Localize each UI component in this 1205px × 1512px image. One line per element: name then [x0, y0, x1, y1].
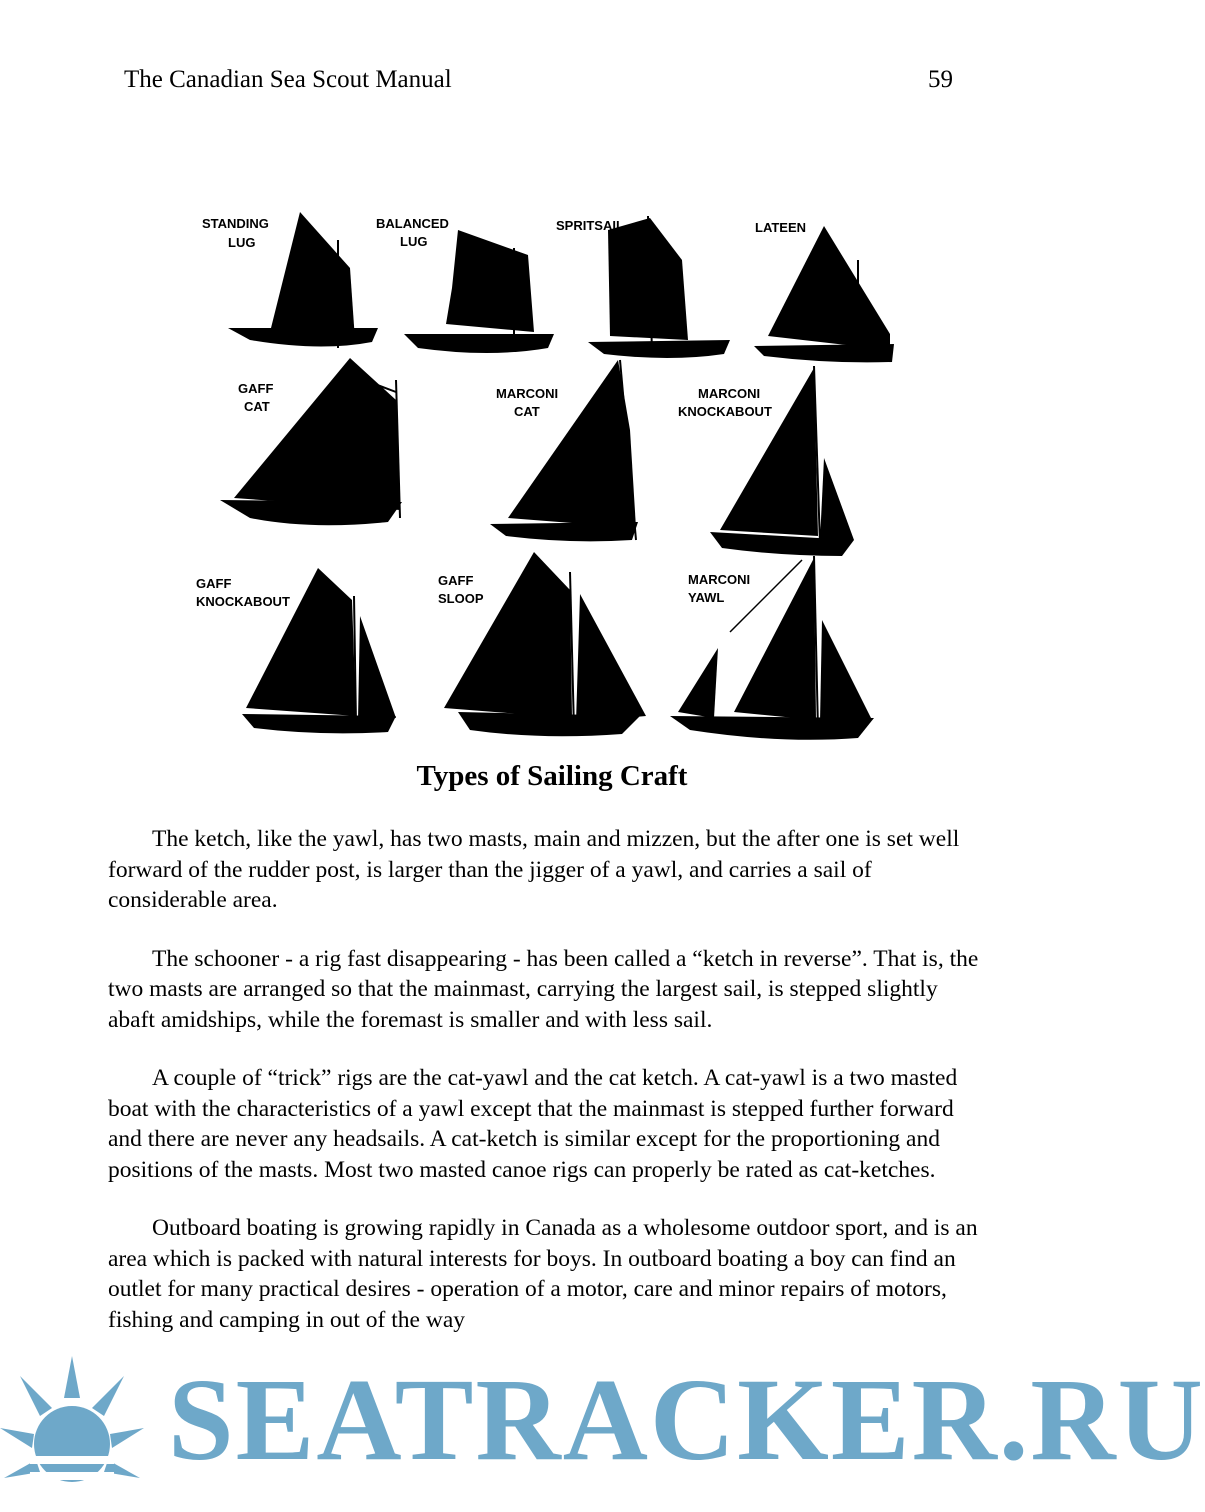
sail [446, 230, 534, 332]
hull [404, 334, 554, 353]
hull [670, 716, 874, 740]
boat-label-line: GAFF [438, 573, 474, 588]
sail [768, 226, 890, 350]
hull [458, 712, 640, 736]
hull [220, 500, 402, 525]
jib [358, 616, 396, 720]
boat-spritsail [556, 216, 730, 358]
boat-label-line: MARCONI [698, 386, 761, 401]
boat-label-line: YAWL [688, 590, 725, 605]
boat-label-line: STANDING [202, 216, 269, 231]
boat-label-line: LUG [400, 234, 428, 249]
hull [242, 714, 396, 733]
boat-label-line: KNOCKABOUT [196, 594, 290, 609]
boat-label-line: CAT [244, 399, 270, 414]
boat-label-line: BALANCED [376, 216, 449, 231]
boat-label-line: GAFF [238, 381, 274, 396]
running-head-title: The Canadian Sea Scout Manual [124, 66, 452, 93]
hull [754, 344, 894, 362]
mizzen-sail [678, 648, 718, 718]
boat-marconi-knockabout [678, 366, 854, 556]
paragraph-schooner: The schooner - a rig fast disappearing - has been called a “ketch in reverse”. That is, the two masts are arranged so that the mainmast, carrying the largest sail, is stepped slightly abaft amidships, while the foremast is smaller and with less sail. [108, 945, 979, 1033]
boat-label-line: MARCONI [496, 386, 559, 401]
paragraph-outboard: Outboard boating is growing rapidly in Canada as a wholesome outdoor sport, and is an area which is packed with natural interests for boys. In outboard boating a boy can find an outlet for many practical desires - operation of a motor, care and minor repairs of motors, fishing and camping in out of the way [108, 1215, 978, 1333]
boat-gaff-sloop [438, 552, 646, 736]
jib [576, 594, 646, 722]
sail [270, 212, 355, 340]
body-text [108, 824, 980, 1363]
jib [820, 620, 872, 722]
boat-label-line: CAT [514, 404, 540, 419]
watermark-text: SEATRACKER.RU [168, 1354, 1205, 1485]
hull [490, 522, 638, 541]
paragraph-ketch: The ketch, like the yawl, has two masts, main and mizzen, but the after one is set well forward of the rudder post, is larger than the jigger of a yawl, and carries a sail of considerable area. [108, 826, 960, 913]
hull [228, 328, 378, 347]
paragraph-trick-rigs: A couple of “trick” rigs are the cat-yawl and the cat ketch. A cat-yawl is a two masted boat with the characteristics of a yawl except that the mainmast is stepped further forward and there are never any headsails. A cat-ketch is similar except for the proportioning and positions of the masts. Most two masted canoe rigs can properly be rated as cat-ketches. [108, 1065, 958, 1183]
hull [588, 340, 730, 358]
boat-label-line: MARCONI [688, 572, 751, 587]
boat-label-line: LUG [228, 235, 256, 250]
boat-label-line: SPRITSAIL [556, 218, 624, 233]
boat-balanced-lug [376, 216, 554, 353]
sail [246, 568, 356, 716]
jib [820, 458, 854, 540]
sailing-craft-figure [190, 200, 910, 760]
boat-marconi-yawl [670, 556, 874, 740]
figure-caption: Types of Sailing Craft [416, 760, 688, 792]
boat-label-line: LATEEN [755, 220, 807, 235]
boat-marconi-cat [490, 360, 638, 541]
boat-label-line: SLOOP [438, 591, 484, 606]
boat-gaff-cat [220, 358, 402, 525]
boat-lateen [754, 220, 894, 362]
page-number: 59 [928, 66, 953, 93]
boat-standing-lug [202, 212, 378, 348]
boat-gaff-knockabout [196, 568, 396, 733]
boat-label-line: GAFF [196, 576, 232, 591]
boat-label-line: KNOCKABOUT [678, 404, 772, 419]
